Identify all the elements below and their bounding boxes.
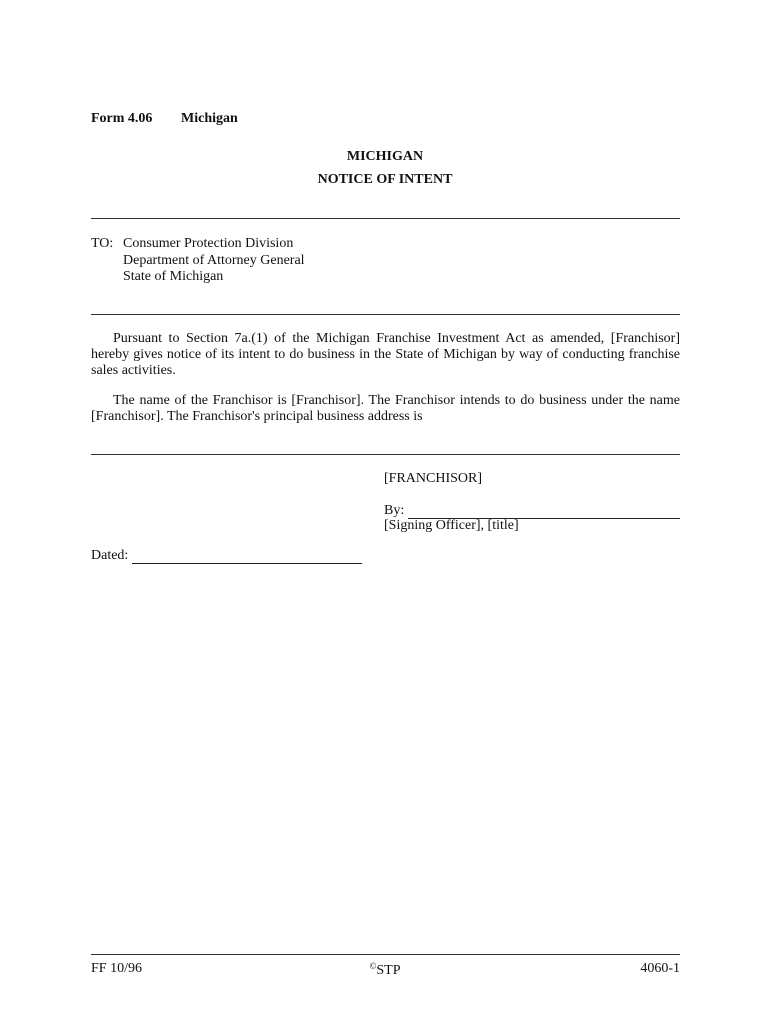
form-state: Michigan <box>181 111 238 126</box>
recipient-line-3: State of Michigan <box>123 269 224 284</box>
footer-page-number: 4060-1 <box>640 961 680 976</box>
body-paragraph-2: The name of the Franchisor is [Franchisor]. The Franchisor intends to do business under the name [Franchisor]. The Franchisor's principal business address is <box>91 393 680 424</box>
signature-by-label: By: <box>384 503 405 518</box>
dated-line[interactable] <box>132 551 362 564</box>
footer-form-date: FF 10/96 <box>91 961 142 976</box>
footer-copyright-text: STP <box>376 963 401 978</box>
divider-middle <box>91 314 680 315</box>
form-number: Form 4.06 <box>91 111 153 126</box>
address-line[interactable] <box>91 454 680 455</box>
signature-by-row <box>384 503 680 519</box>
franchisor-signature-entity: [FRANCHISOR] <box>384 471 483 486</box>
dated-label: Dated: <box>91 548 129 563</box>
body-paragraph-1: Pursuant to Section 7a.(1) of the Michigan Franchise Investment Act as amended, [Franchisor] hereby gives notice of its intent to do business in the State of Michigan by way of conducting franchise sales activities. <box>91 331 680 378</box>
copyright-symbol: © <box>369 961 377 971</box>
document-title-state: MICHIGAN <box>346 149 424 164</box>
signing-officer: [Signing Officer], [title] <box>384 518 519 533</box>
divider-top <box>91 218 680 219</box>
recipient-line-2: Department of Attorney General <box>123 253 305 268</box>
recipient-line-1: Consumer Protection Division <box>123 236 294 251</box>
footer-divider <box>91 954 680 955</box>
dated-row <box>91 548 362 564</box>
recipient-label: TO: <box>91 236 114 251</box>
document-title: NOTICE OF INTENT <box>317 172 453 187</box>
